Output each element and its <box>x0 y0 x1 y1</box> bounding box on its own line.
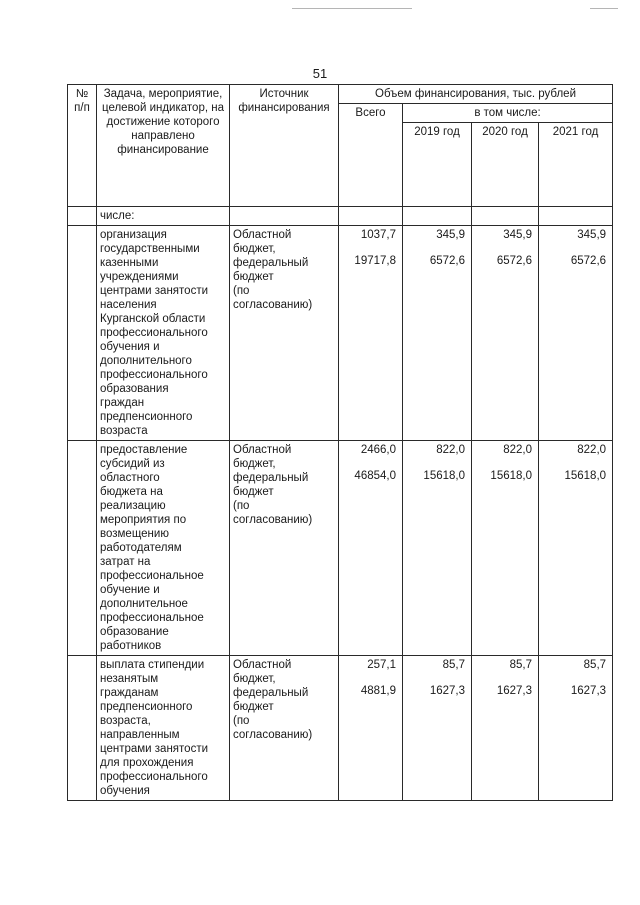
value-gap <box>475 457 532 469</box>
year-2019-header: 2019 год <box>403 123 472 207</box>
task-line: реализацию <box>100 500 166 512</box>
amount-value: 46854,0 <box>354 470 396 482</box>
task-cell <box>97 226 230 441</box>
source-line: бюджет <box>233 701 274 713</box>
year-2021-cell <box>539 656 613 801</box>
amount-value: 345,9 <box>577 229 607 241</box>
amount-value: 345,9 <box>503 229 532 241</box>
value-gap <box>542 242 606 254</box>
value-gap <box>542 672 606 684</box>
task-line: обучения и <box>100 341 160 353</box>
task-line: обучения <box>100 785 150 797</box>
task-cell <box>97 441 230 656</box>
source-line: Областной <box>233 444 292 456</box>
task-line: центрами занятости <box>100 285 209 297</box>
task-line: возраста <box>100 425 148 437</box>
amount-value: 6572,6 <box>570 255 607 267</box>
amount-value: 822,0 <box>436 444 465 456</box>
source-line: бюджет, <box>233 243 276 255</box>
task-line: выплата стипендии <box>100 659 205 671</box>
table-body <box>68 226 613 801</box>
year-2020-cell <box>472 226 539 441</box>
year-2020-header: 2020 год <box>472 123 539 207</box>
task-line: дополнительное <box>100 598 188 610</box>
task-line: гражданам <box>100 687 159 699</box>
header-row-1 <box>68 85 613 104</box>
task-line: населения <box>100 299 157 311</box>
amount-value: 15618,0 <box>490 470 532 482</box>
amount-value: 1627,3 <box>429 685 465 697</box>
year-2019-cell <box>403 656 472 801</box>
row-number-cell <box>68 656 97 801</box>
source-line: согласованию) <box>233 299 313 311</box>
amount-value: 4881,9 <box>360 685 396 697</box>
amount-value: 19717,8 <box>354 255 396 267</box>
task-line: направленным <box>100 729 180 741</box>
task-cell <box>97 656 230 801</box>
table-row <box>68 656 613 801</box>
year-2021-cell <box>539 226 613 441</box>
year-2020-cell <box>472 441 539 656</box>
task-line: субсидий из <box>100 458 165 470</box>
year-2021-header: 2021 год <box>539 123 613 207</box>
task-line: незанятым <box>100 673 159 685</box>
source-cell <box>230 441 339 656</box>
amount-value: 822,0 <box>503 444 532 456</box>
task-line: профессионального <box>100 771 208 783</box>
amount-value: 257,1 <box>367 659 396 671</box>
amount-value: 345,9 <box>436 229 465 241</box>
row-number-cell <box>68 441 97 656</box>
task-line: затрат на <box>100 556 151 568</box>
task-line: предпенсионного <box>100 701 193 713</box>
task-line: мероприятия по <box>100 514 187 526</box>
amount-value: 85,7 <box>442 659 465 671</box>
task-line: работодателям <box>100 542 182 554</box>
total-cell <box>339 656 403 801</box>
task-line: предоставление <box>100 444 188 456</box>
source-line: федеральный <box>233 257 309 269</box>
task-line: профессионального <box>100 369 208 381</box>
source-line: (по <box>233 715 250 727</box>
year-2019-cell <box>403 441 472 656</box>
row-number-cell <box>68 226 97 441</box>
task-line: для прохождения <box>100 757 194 769</box>
source-line: Областной <box>233 659 292 671</box>
total-cell <box>339 441 403 656</box>
source-line: федеральный <box>233 687 309 699</box>
task-line: областного <box>100 472 160 484</box>
amount-value: 2466,0 <box>360 444 396 456</box>
amount-value: 85,7 <box>509 659 532 671</box>
source-line: согласованию) <box>233 514 313 526</box>
financing-table <box>67 84 613 801</box>
task-line: учреждениями <box>100 271 179 283</box>
amount-value: 6572,6 <box>496 255 532 267</box>
col-volume-header: Объем финансирования, тыс. рублей <box>339 85 613 104</box>
amount-value: 15618,0 <box>423 470 465 482</box>
page-number: 51 <box>312 66 328 81</box>
value-gap <box>542 457 606 469</box>
value-gap <box>406 457 465 469</box>
task-line: граждан <box>100 397 145 409</box>
source-line: бюджет <box>233 486 274 498</box>
year-2020-cell <box>472 656 539 801</box>
task-line: предпенсионного <box>100 411 193 423</box>
table-row <box>68 441 613 656</box>
source-cell <box>230 226 339 441</box>
task-line: возраста, <box>100 715 151 727</box>
col-source-header: Источник финансирования <box>230 85 339 207</box>
source-line: бюджет, <box>233 673 276 685</box>
year-2021-cell <box>539 441 613 656</box>
total-cell <box>339 226 403 441</box>
task-line: профессиональное <box>100 612 204 624</box>
task-line: работников <box>100 640 162 652</box>
table-row <box>68 226 613 441</box>
source-line: бюджет, <box>233 458 276 470</box>
task-line: организация <box>100 229 167 241</box>
scan-artifact-line <box>292 8 412 9</box>
amount-value: 85,7 <box>583 659 607 671</box>
value-gap <box>406 672 465 684</box>
col-including-header: в том числе: <box>403 104 613 123</box>
value-gap <box>342 242 396 254</box>
year-2019-cell <box>403 226 472 441</box>
value-gap <box>406 242 465 254</box>
source-line: Областной <box>233 229 292 241</box>
task-line: казенными <box>100 257 159 269</box>
value-gap <box>342 672 396 684</box>
continued-text: числе: <box>97 207 230 226</box>
value-gap <box>475 242 532 254</box>
continued-row <box>68 207 613 226</box>
value-gap <box>475 672 532 684</box>
scan-artifact-line <box>590 8 618 9</box>
col-no-header: № п/п <box>68 85 97 207</box>
source-line: федеральный <box>233 472 309 484</box>
task-line: дополнительного <box>100 355 192 367</box>
amount-value: 1037,7 <box>360 229 396 241</box>
source-cell <box>230 656 339 801</box>
amount-value: 6572,6 <box>429 255 465 267</box>
col-total-header: Всего <box>339 104 403 207</box>
amount-value: 15618,0 <box>564 470 607 482</box>
task-line: образования <box>100 383 169 395</box>
task-line: образование <box>100 626 169 638</box>
task-line: профессионального <box>100 327 208 339</box>
value-gap <box>342 457 396 469</box>
amount-value: 822,0 <box>577 444 607 456</box>
task-line: Курганской области <box>100 313 206 325</box>
amount-value: 1627,3 <box>496 685 532 697</box>
source-line: бюджет <box>233 271 274 283</box>
task-line: центрами занятости <box>100 743 209 755</box>
source-line: согласованию) <box>233 729 313 741</box>
task-line: профессиональное <box>100 570 204 582</box>
task-line: бюджета на <box>100 486 163 498</box>
amount-value: 1627,3 <box>570 685 607 697</box>
col-task-header: Задача, мероприятие, целевой индикатор, на достижение которого направлено финансирование <box>97 85 230 207</box>
task-line: обучение и <box>100 584 160 596</box>
source-line: (по <box>233 500 250 512</box>
task-line: государственными <box>100 243 200 255</box>
task-line: возмещению <box>100 528 169 540</box>
source-line: (по <box>233 285 250 297</box>
